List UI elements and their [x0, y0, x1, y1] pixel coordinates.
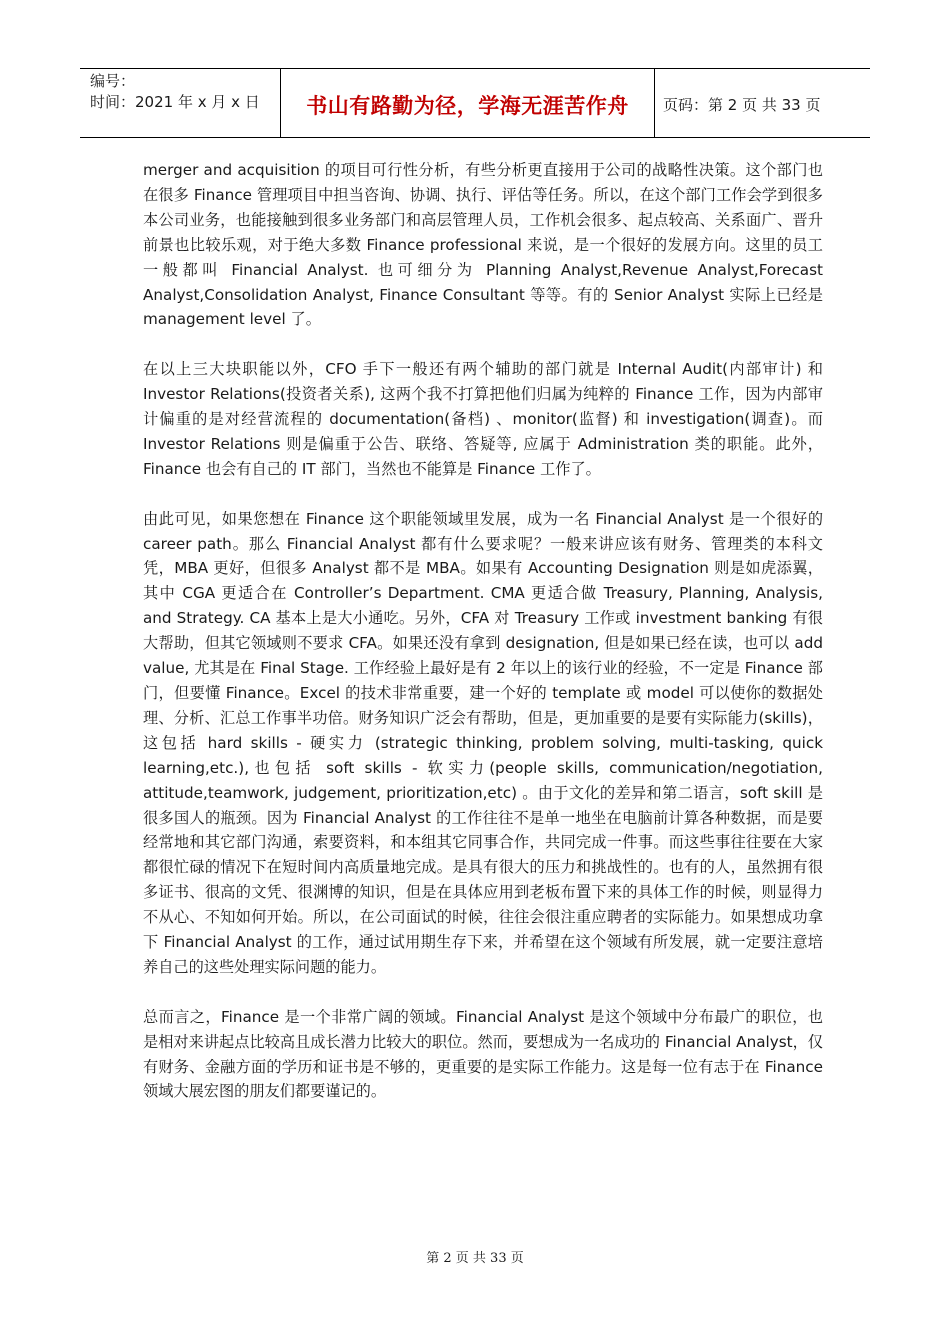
body-paragraph: 总而言之，Finance 是一个非常广阔的领域。Financial Analyst 是这个领域中分布最广的职位，也是相对来讲起点比较高且成长潜力比较大的职位。然而，要想成为一名成功的 Financial Analyst，仅有财务、金融方面的学历和证书是不够的，更重要的是实际工作能力。这是每一位有志于在 Finance 领域大展宏图的朋友们都要谨记的。	[143, 1007, 823, 1101]
document-date: 时间：2021 年 x 月 x 日	[90, 93, 260, 111]
header-meta	[80, 69, 281, 137]
body-paragraph: merger and acquisition 的项目可行性分析，有些分析更直接用于公司的战略性决策。这个部门也在很多 Finance 管理项目中担当咨询、协调、执行、评估等任务。所以，在这个部门工作会学到很多本公司业务，也能接触到很多业务部门和高层管理人员，工作机会很多、起点较高、关系面广、晋升前景也比较乐观，对于绝大多数 Finance professional 来说，是一个很好的发展方向。这里的员工一般都叫 Financial Analyst. 也可细分为 Planning Analyst,Revenue Analyst,Forecast Analyst,Consolidation Analyst, Finance Consultant 等等。有的 Senior Analyst 实际上已经是 management level 了。	[143, 161, 823, 329]
header-motto: 书山有路勤为径，学海无涯苦作舟	[306, 94, 629, 118]
document-body	[143, 158, 823, 1129]
page-header	[80, 68, 870, 138]
header-page-info-cell	[655, 69, 870, 137]
body-paragraph: 在以上三大块职能以外，CFO 手下一般还有两个辅助的部门就是 Internal Audit(内部审计) 和 Investor Relations(投资者关系), 这两个我不打算把他们归属为纯粹的 Finance 工作，因为内部审计偏重的是对经营流程的 documentation(备档) 、monitor(监督) 和 investigation(调查)。而 Investor Relations 则是偏重于公告、联络、答疑等, 应属于 Administration 类的职能。此外，Finance 也会有自己的 IT 部门，当然也不能算是 Finance 工作了。	[143, 360, 823, 478]
document-number-label: 编号：	[90, 72, 136, 90]
header-motto-cell	[281, 69, 655, 137]
body-paragraph: 由此可见，如果您想在 Finance 这个职能领域里发展，成为一名 Financial Analyst 是一个很好的 career path。那么 Financial Analyst 都有什么要求呢？一般来讲应该有财务、管理类的本科文凭，MBA 更好，但很多 Analyst 都不是 MBA。如果有 Accounting Designation 则是如虎添翼，其中 CGA 更适合在 Controller’s Department. CMA 更适合做 Treasury, Planning, Analysis, and Strategy. CA 基本上是大小通吃。另外，CFA 对 Treasury 工作或 investment banking 有很大帮助，但其它领域则不要求 CFA。如果还没有拿到 designation, 但是如果已经在读，也可以 add value, 尤其是在 Final Stage. 工作经验上最好是有 2 年以上的该行业的经验，不一定是 Finance 部门，但要懂 Finance。Excel 的技术非常重要，建一个好的 template 或 model 可以使你的数据处理、分析、汇总工作事半功倍。财务知识广泛会有帮助，但是，更加重要的是要有实际能力(skills)，这包括 hard skills - 硬实力 (strategic thinking, problem solving, multi-tasking, quick learning,etc.),也包括 soft skills - 软实力(people skills, communication/negotiation, attitude,teamwork, judgement, prioritization,etc) 。由于文化的差异和第二语言，soft skill 是很多国人的瓶颈。因为 Financial Analyst 的工作往往不是单一地坐在电脑前计算各种数据，而是要经常地和其它部门沟通，索要资料，和本组其它同事合作，共同完成一件事。而这些事往往要在大家都很忙碌的情况下在短时间内高质量地完成。是具有很大的压力和挑战性的。也有的人，虽然拥有很多证书、很高的文凭、很渊博的知识，但是在具体应用到老板布置下来的具体工作的时候，则显得力不从心、不知如何开始。所以，在公司面试的时候，往往会很注重应聘者的实际能力。如果想成功拿下 Financial Analyst 的工作，通过试用期生存下来，并希望在这个领域有所发展，就一定要注意培养自己的这些处理实际问题的能力。	[143, 509, 823, 976]
page-footer: 第 2 页 共 33 页	[426, 1251, 524, 1266]
header-page-info: 页码：第 2 页 共 33 页	[663, 95, 821, 114]
